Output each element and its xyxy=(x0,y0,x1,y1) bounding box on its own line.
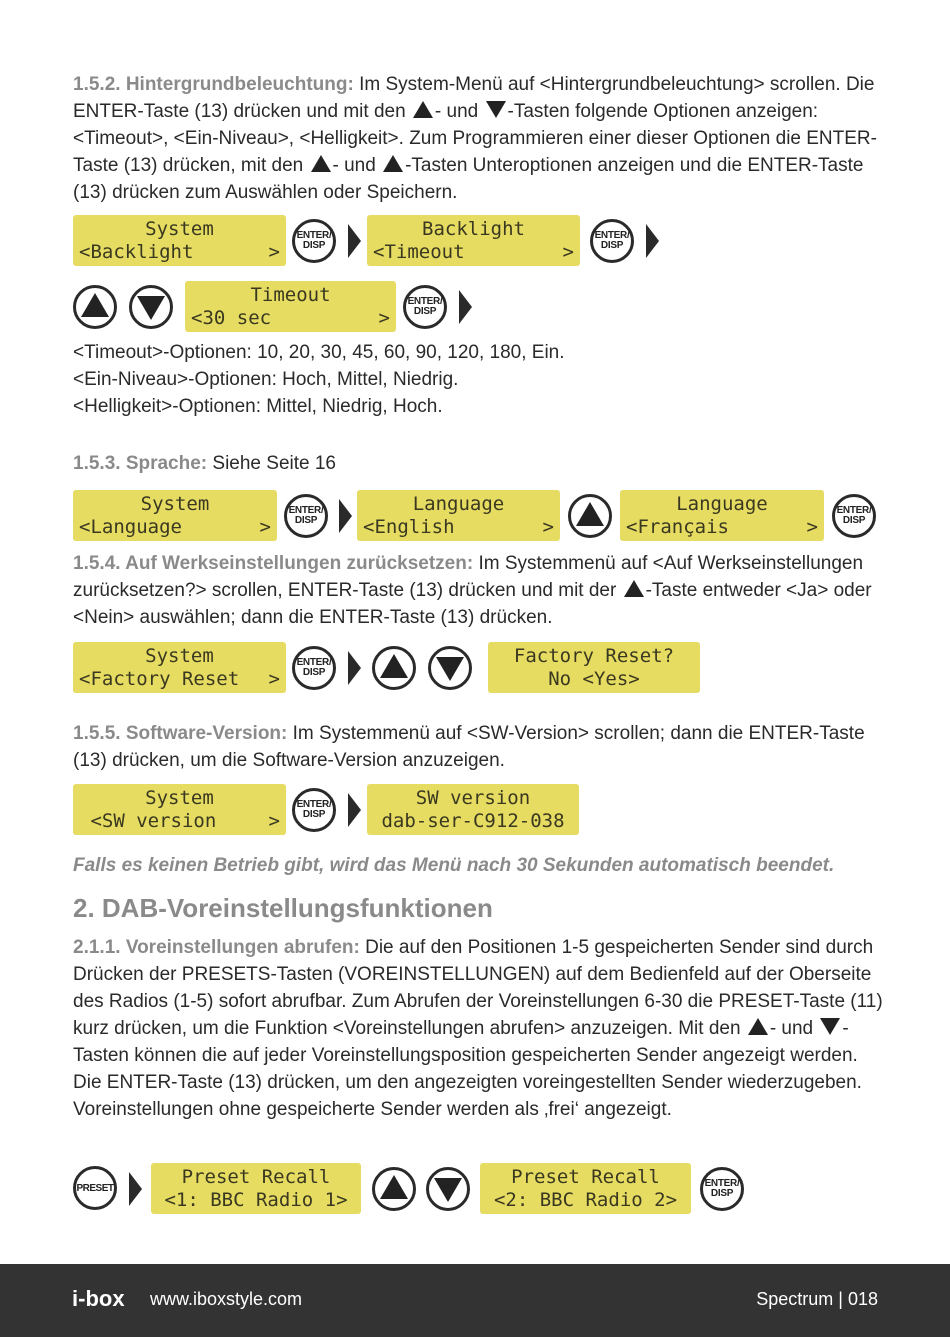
section-language-text: 1.5.3. Sprache: Siehe Seite 16 xyxy=(73,453,336,474)
brand-logo: i-box xyxy=(72,1286,125,1311)
section-heading: 1.5.5. Software-Version: xyxy=(73,723,288,744)
enter-disp-button-icon: ENTER/ DISP xyxy=(832,494,876,538)
lcd-display: System <Language > xyxy=(73,490,277,541)
lcd-display: System <SW version > xyxy=(73,784,286,835)
next-arrow-icon xyxy=(339,499,352,533)
section-heading: 2.1.1. Voreinstellungen abrufen: xyxy=(73,937,360,958)
enter-disp-button-icon: ENTER/ DISP xyxy=(403,285,447,329)
section-backlight-text: 1.5.2. Hintergrundbeleuchtung: Im System-Menü auf <Hintergrundbeleuchtung> scrollen. Die ENTER-Taste (13) drücken und mit den - und -Tasten folgende Optionen anzeigen: <Timeout>, <Ein-Niveau>, <Helligkeit>. Zum Programmieren einer dieser Optionen die ENTER-Taste (13) drücken, mit den - und -Tasten Unteroptionen anzeigen und die ENTER-Taste (13) drücken zum Auswählen oder Speichern. xyxy=(73,74,877,203)
section-factory-reset-text: 1.5.4. Auf Werkseinstellungen zurücksetzen: Im Systemmenü auf <Auf Werkseinstellungen zurücksetzen?> scrollen, ENTER-Taste (13) drücken und mit der -Taste entweder <Ja> oder <Nein> auswählen; dann die ENTER-Taste (13) drücken. xyxy=(73,553,872,628)
chapter-heading: 2. DAB-Voreinstellungsfunktionen xyxy=(73,893,493,923)
down-button-icon xyxy=(426,1167,470,1211)
section-software-version-text: 1.5.5. Software-Version: Im Systemmenü auf <SW-Version> scrollen; dann die ENTER-Taste (13) drücken, um die Software-Version anzuzeigen. xyxy=(73,723,865,771)
enter-disp-button-icon: ENTER/ DISP xyxy=(590,219,634,263)
up-button-icon xyxy=(73,285,117,329)
page-number: Spectrum | 018 xyxy=(756,1289,878,1309)
enter-disp-button-icon: ENTER/ DISP xyxy=(700,1167,744,1211)
lcd-display: Factory Reset? No <Yes> xyxy=(488,642,700,693)
level-options: <Ein-Niveau>-Optionen: Hoch, Mittel, Niedrig. xyxy=(73,369,459,390)
section-preset-recall-text: 2.1.1. Voreinstellungen abrufen: Die auf den Positionen 1-5 gespeicherten Sender sind durch Drücken der PRESETS-Tasten (VOREINSTELLUNGEN) auf dem Bedienfeld auf der Oberseite des Radios (1-5) sofort abrufbar. Zum Abrufen der Voreinstellungen 6-30 die PRESET-Taste (11) kurz drücken, um die Funktion <Voreinstellungen abrufen> anzuzeigen. Mit den - und -Tasten können die auf jeder Voreinstellungsposition gespeicherten Sender angezeigt werden. Die ENTER-Taste (13) drücken, um den angezeigten voreingestellten Sender wiederzugeben. Voreinstellungen ohne gespeicherte Sender werden als ‚frei‘ angezeigt. xyxy=(73,937,883,1120)
page-footer xyxy=(0,1264,950,1337)
up-arrow-icon xyxy=(383,155,403,172)
preset-button-icon: PRESET xyxy=(73,1166,117,1210)
up-button-icon xyxy=(372,646,416,690)
timeout-options: <Timeout>-Optionen: 10, 20, 30, 45, 60, 90, 120, 180, Ein. xyxy=(73,342,565,363)
enter-disp-button-icon: ENTER/ DISP xyxy=(292,788,336,832)
brightness-options: <Helligkeit>-Optionen: Mittel, Niedrig, Hoch. xyxy=(73,396,443,417)
auto-exit-note: Falls es keinen Betrieb gibt, wird das Menü nach 30 Sekunden automatisch beendet. xyxy=(73,855,835,876)
enter-disp-button-icon: ENTER/ DISP xyxy=(292,219,336,263)
backlight-sequence-row-2 xyxy=(0,281,950,335)
lcd-display: Language <English > xyxy=(357,490,560,541)
enter-disp-button-icon: ENTER/ DISP xyxy=(284,494,328,538)
next-arrow-icon xyxy=(459,290,472,324)
up-button-icon xyxy=(568,494,612,538)
software-version-sequence-row xyxy=(0,784,950,838)
lcd-display: Backlight <Timeout > xyxy=(367,215,580,266)
preset-recall-sequence-row xyxy=(0,1163,950,1217)
down-button-icon xyxy=(428,646,472,690)
next-arrow-icon xyxy=(348,793,361,827)
down-button-icon xyxy=(129,285,173,329)
up-arrow-icon xyxy=(624,580,644,597)
section-heading: 1.5.2. Hintergrundbeleuchtung: xyxy=(73,74,354,95)
lcd-display: System <Backlight > xyxy=(73,215,286,266)
section-heading: 1.5.3. Sprache: xyxy=(73,453,208,474)
lcd-display: Language <Français > xyxy=(620,490,824,541)
lcd-display: Timeout <30 sec > xyxy=(185,281,396,332)
next-arrow-icon xyxy=(348,651,361,685)
lcd-display: System <Factory Reset > xyxy=(73,642,286,693)
down-arrow-icon xyxy=(486,101,506,118)
section-heading: 1.5.4. Auf Werkseinstellungen zurücksetzen: xyxy=(73,553,474,574)
backlight-options-list xyxy=(73,339,565,420)
down-arrow-icon xyxy=(820,1018,840,1035)
enter-disp-button-icon: ENTER/ DISP xyxy=(292,646,336,690)
next-arrow-icon xyxy=(646,224,659,258)
next-arrow-icon xyxy=(129,1172,142,1206)
lcd-display: Preset Recall <1: BBC Radio 1> xyxy=(151,1163,361,1214)
up-button-icon xyxy=(372,1167,416,1211)
backlight-sequence-row-1 xyxy=(0,215,950,269)
lcd-display: Preset Recall <2: BBC Radio 2> xyxy=(480,1163,691,1214)
up-arrow-icon xyxy=(413,101,433,118)
next-arrow-icon xyxy=(348,224,361,258)
lcd-display: SW version dab-ser-C912-038 xyxy=(367,784,579,835)
website-link[interactable]: www.iboxstyle.com xyxy=(150,1289,303,1309)
factory-reset-sequence-row xyxy=(0,642,950,696)
up-arrow-icon xyxy=(748,1018,768,1035)
up-arrow-icon xyxy=(311,155,331,172)
language-sequence-row xyxy=(0,490,950,544)
